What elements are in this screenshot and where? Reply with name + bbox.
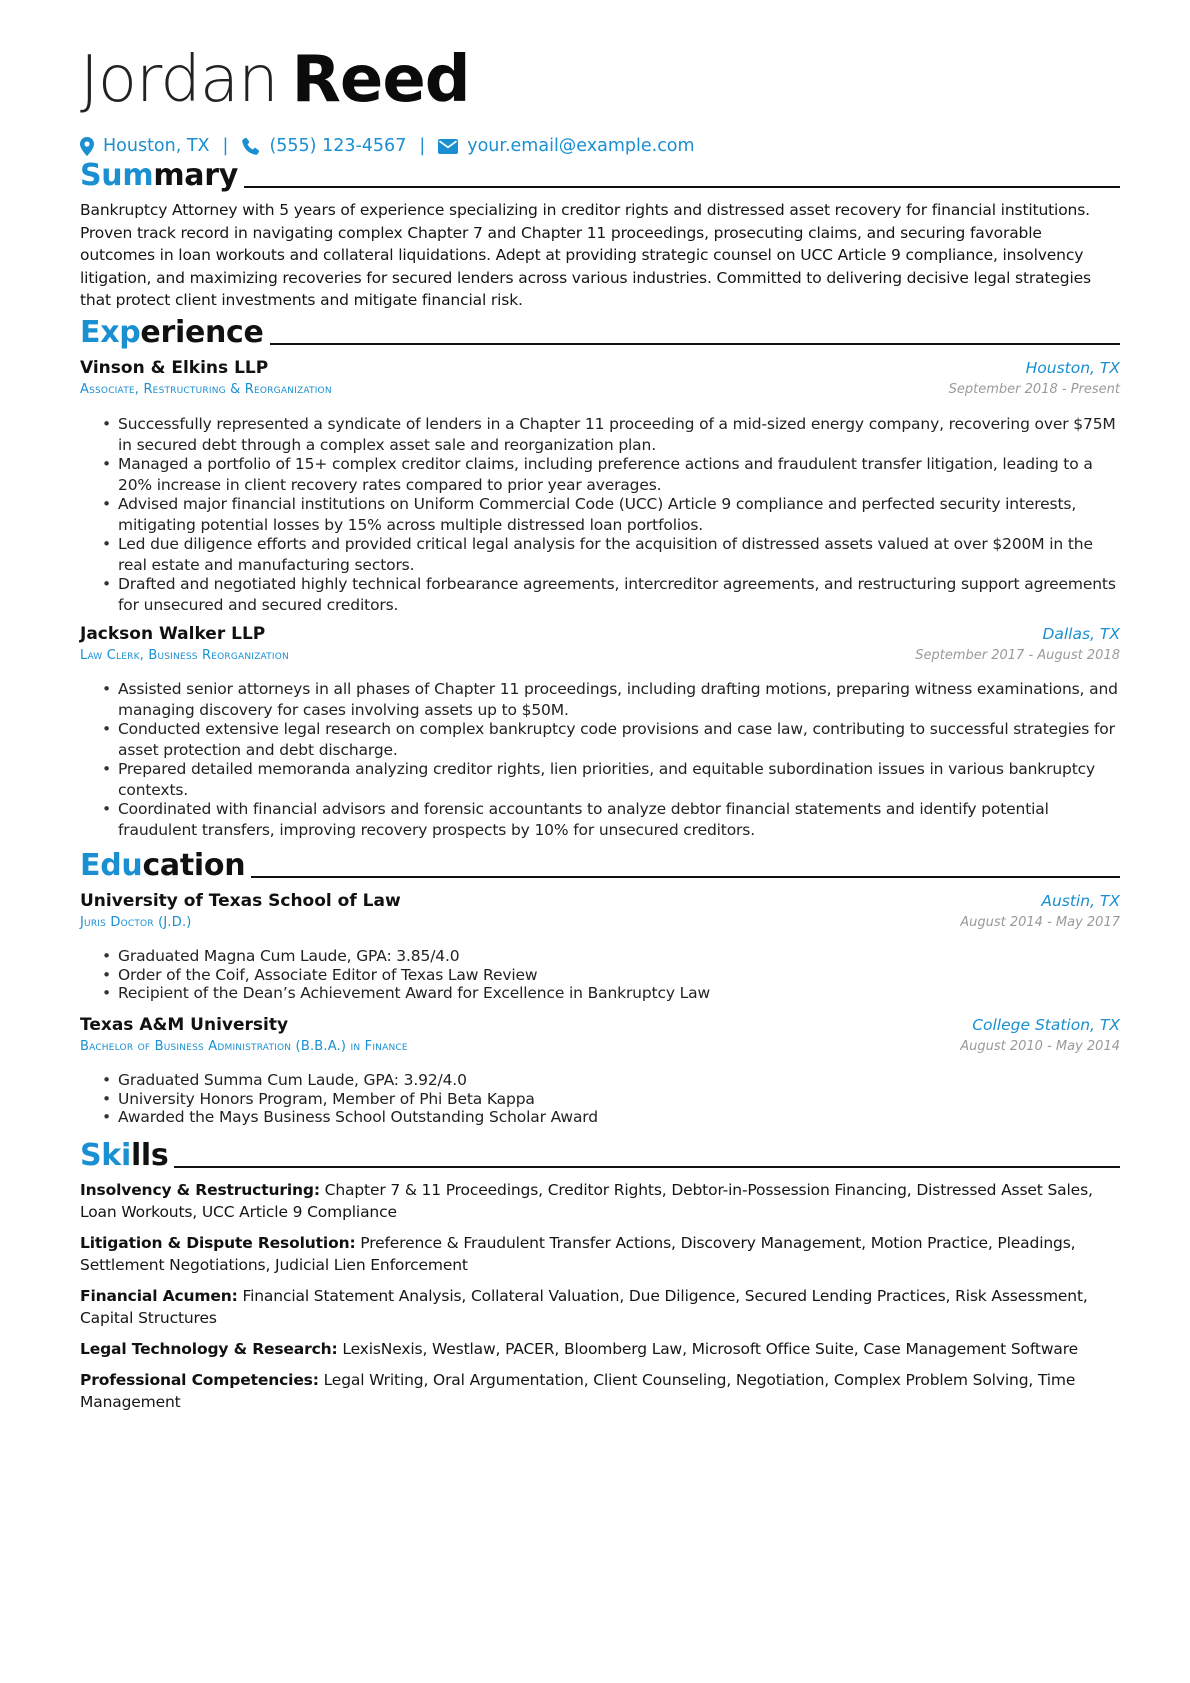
skill-group (80, 1338, 1120, 1360)
list-item: • Awarded the Mays Business School Outstanding Scholar Award (80, 1108, 1120, 1127)
entry-location: College Station, TX (972, 1016, 1120, 1034)
list-item: • Prepared detailed memoranda analyzing creditor rights, lien priorities, and equitable subordination issues in various bankruptcy contexts. (80, 759, 1120, 801)
list-item: • Conducted extensive legal research on complex bankruptcy code provisions and case law, contributing to successful strategies for asset protection and debt discharge. (80, 719, 1120, 761)
section-title: Experience (80, 315, 264, 350)
phone-text: (555) 123-4567 (269, 136, 407, 156)
list-item: • Coordinated with financial advisors and forensic accountants to analyze debtor financial statements and identify potential fraudulent transfers, improving recovery prospects by 10% for unsecured creditors. (80, 799, 1120, 841)
list-item: • Successfully represented a syndicate of lenders in a Chapter 11 proceeding of a mid-sized energy company, recovering over $75M in secured debt through a complex asset sale and reorganization plan. (80, 414, 1120, 456)
summary-text: Bankruptcy Attorney with 5 years of experience specializing in creditor rights and distressed asset recovery for financial institutions. Proven track record in navigating complex Chapter 7 and Chapter 11 proceedings, prosecuting claims, and securing favorable outcomes in loan workouts and collateral liquidations. Adept at providing strategic counsel on UCC Article 9 compliance, insolvency litigation, and maximizing recoveries for secured lenders across various industries. Committed to delivering decisive legal strategies that protect client investments and mitigate financial risk. (80, 201, 1091, 310)
phone-icon (241, 137, 260, 156)
skills-heading (80, 1135, 1120, 1173)
skill-text: Financial Statement Analysis, Collateral Valuation, Due Diligence, Secured Lending Practices, Risk Assessment, Capital Structures (80, 1287, 1088, 1327)
skill-text: LexisNexis, Westlaw, PACER, Bloomberg Law, Microsoft Office Suite, Case Management Software (342, 1340, 1078, 1358)
bullet-list (80, 1071, 1120, 1127)
list-item: • Order of the Coif, Associate Editor of Texas Law Review (80, 966, 1120, 985)
email-link[interactable]: your.email@example.com (467, 136, 695, 156)
date-range: August 2014 - May 2017 (960, 915, 1120, 930)
list-item: • Advised major financial institutions on Uniform Commercial Code (UCC) Article 9 compliance and perfected security interests, mitigating potential losses by 15% across multiple distressed loan portfolios. (80, 494, 1120, 536)
entry-location: Houston, TX (1025, 359, 1120, 377)
skill-category: Litigation & Dispute Resolution: (80, 1234, 356, 1252)
organization: Jackson Walker LLP (80, 624, 266, 644)
skill-group (80, 1369, 1120, 1413)
summary-heading (80, 155, 1120, 193)
bullet-list (80, 414, 1120, 614)
section-title: Summary (80, 158, 238, 193)
list-item: • Assisted senior attorneys in all phases of Chapter 11 proceedings, including drafting motions, preparing witness examinations, and managing discovery for cases involving assets up to $50M. (80, 679, 1120, 721)
date-range: August 2010 - May 2014 (960, 1039, 1120, 1054)
date-range: September 2018 - Present (948, 382, 1120, 397)
skill-group (80, 1285, 1120, 1329)
skill-text: Chapter 7 & 11 Proceedings, Creditor Rights, Debtor-in-Possession Financing, Distressed Asset Sales, Loan Workouts, UCC Article 9 Compliance (80, 1181, 1093, 1221)
degree: Bachelor of Business Administration (B.B.A.) in Finance (80, 1039, 408, 1054)
list-item: • Drafted and negotiated highly technical forbearance agreements, intercreditor agreements, and restructuring support agreements for unsecured and secured creditors. (80, 574, 1120, 616)
skills-list (80, 1179, 1120, 1422)
list-item: • Managed a portfolio of 15+ complex creditor claims, including preference actions and fraudulent transfer litigation, leading to a 20% increase in client recovery rates compared to prior year averages. (80, 454, 1120, 496)
section-rule (244, 186, 1120, 188)
bullet-list (80, 679, 1120, 839)
degree: Juris Doctor (J.D.) (80, 915, 192, 930)
skill-category: Professional Competencies: (80, 1371, 319, 1389)
skill-text: Legal Writing, Oral Argumentation, Client Counseling, Negotiation, Complex Problem Solving, Time Management (80, 1371, 1076, 1411)
first-name: Jordan (80, 43, 278, 117)
organization: Vinson & Elkins LLP (80, 358, 269, 378)
skill-text: Preference & Fraudulent Transfer Actions, Discovery Management, Motion Practice, Pleadings, Settlement Negotiations, Judicial Lien Enforcement (80, 1234, 1076, 1274)
section-rule (270, 343, 1120, 345)
skill-category: Financial Acumen: (80, 1287, 238, 1305)
skill-group (80, 1232, 1120, 1276)
candidate-name (80, 42, 470, 118)
map-marker-icon (80, 137, 94, 156)
last-name: Reed (291, 43, 470, 117)
skill-group (80, 1179, 1120, 1223)
entry-location: Dallas, TX (1042, 625, 1120, 643)
list-item: • Led due diligence efforts and provided critical legal analysis for the acquisition of distressed assets valued at over $200M in the real estate and manufacturing sectors. (80, 534, 1120, 576)
envelope-icon (438, 139, 458, 154)
separator: | (222, 136, 229, 156)
section-rule (174, 1166, 1120, 1168)
bullet-list (80, 947, 1120, 1003)
list-item: • University Honors Program, Member of Phi Beta Kappa (80, 1090, 1120, 1109)
skill-category: Insolvency & Restructuring: (80, 1181, 320, 1199)
separator: | (419, 136, 426, 156)
list-item: • Recipient of the Dean’s Achievement Award for Excellence in Bankruptcy Law (80, 984, 1120, 1003)
section-title: Skills (80, 1138, 169, 1173)
entry-location: Austin, TX (1041, 892, 1120, 910)
location-text: Houston, TX (103, 136, 210, 156)
experience-entry (80, 624, 1120, 668)
experience-entry (80, 358, 1120, 402)
section-title: Education (80, 848, 246, 883)
institution: Texas A&M University (80, 1015, 289, 1035)
institution: University of Texas School of Law (80, 891, 401, 911)
list-item: • Graduated Summa Cum Laude, GPA: 3.92/4.0 (80, 1071, 1120, 1090)
education-entry (80, 891, 1120, 935)
job-title: Law Clerk, Business Reorganization (80, 648, 289, 663)
section-rule (251, 876, 1120, 878)
education-entry (80, 1015, 1120, 1059)
date-range: September 2017 - August 2018 (915, 648, 1120, 663)
experience-heading (80, 312, 1120, 350)
skill-category: Legal Technology & Research: (80, 1340, 338, 1358)
list-item: • Graduated Magna Cum Laude, GPA: 3.85/4.0 (80, 947, 1120, 966)
job-title: Associate, Restructuring & Reorganization (80, 382, 332, 397)
education-heading (80, 845, 1120, 883)
